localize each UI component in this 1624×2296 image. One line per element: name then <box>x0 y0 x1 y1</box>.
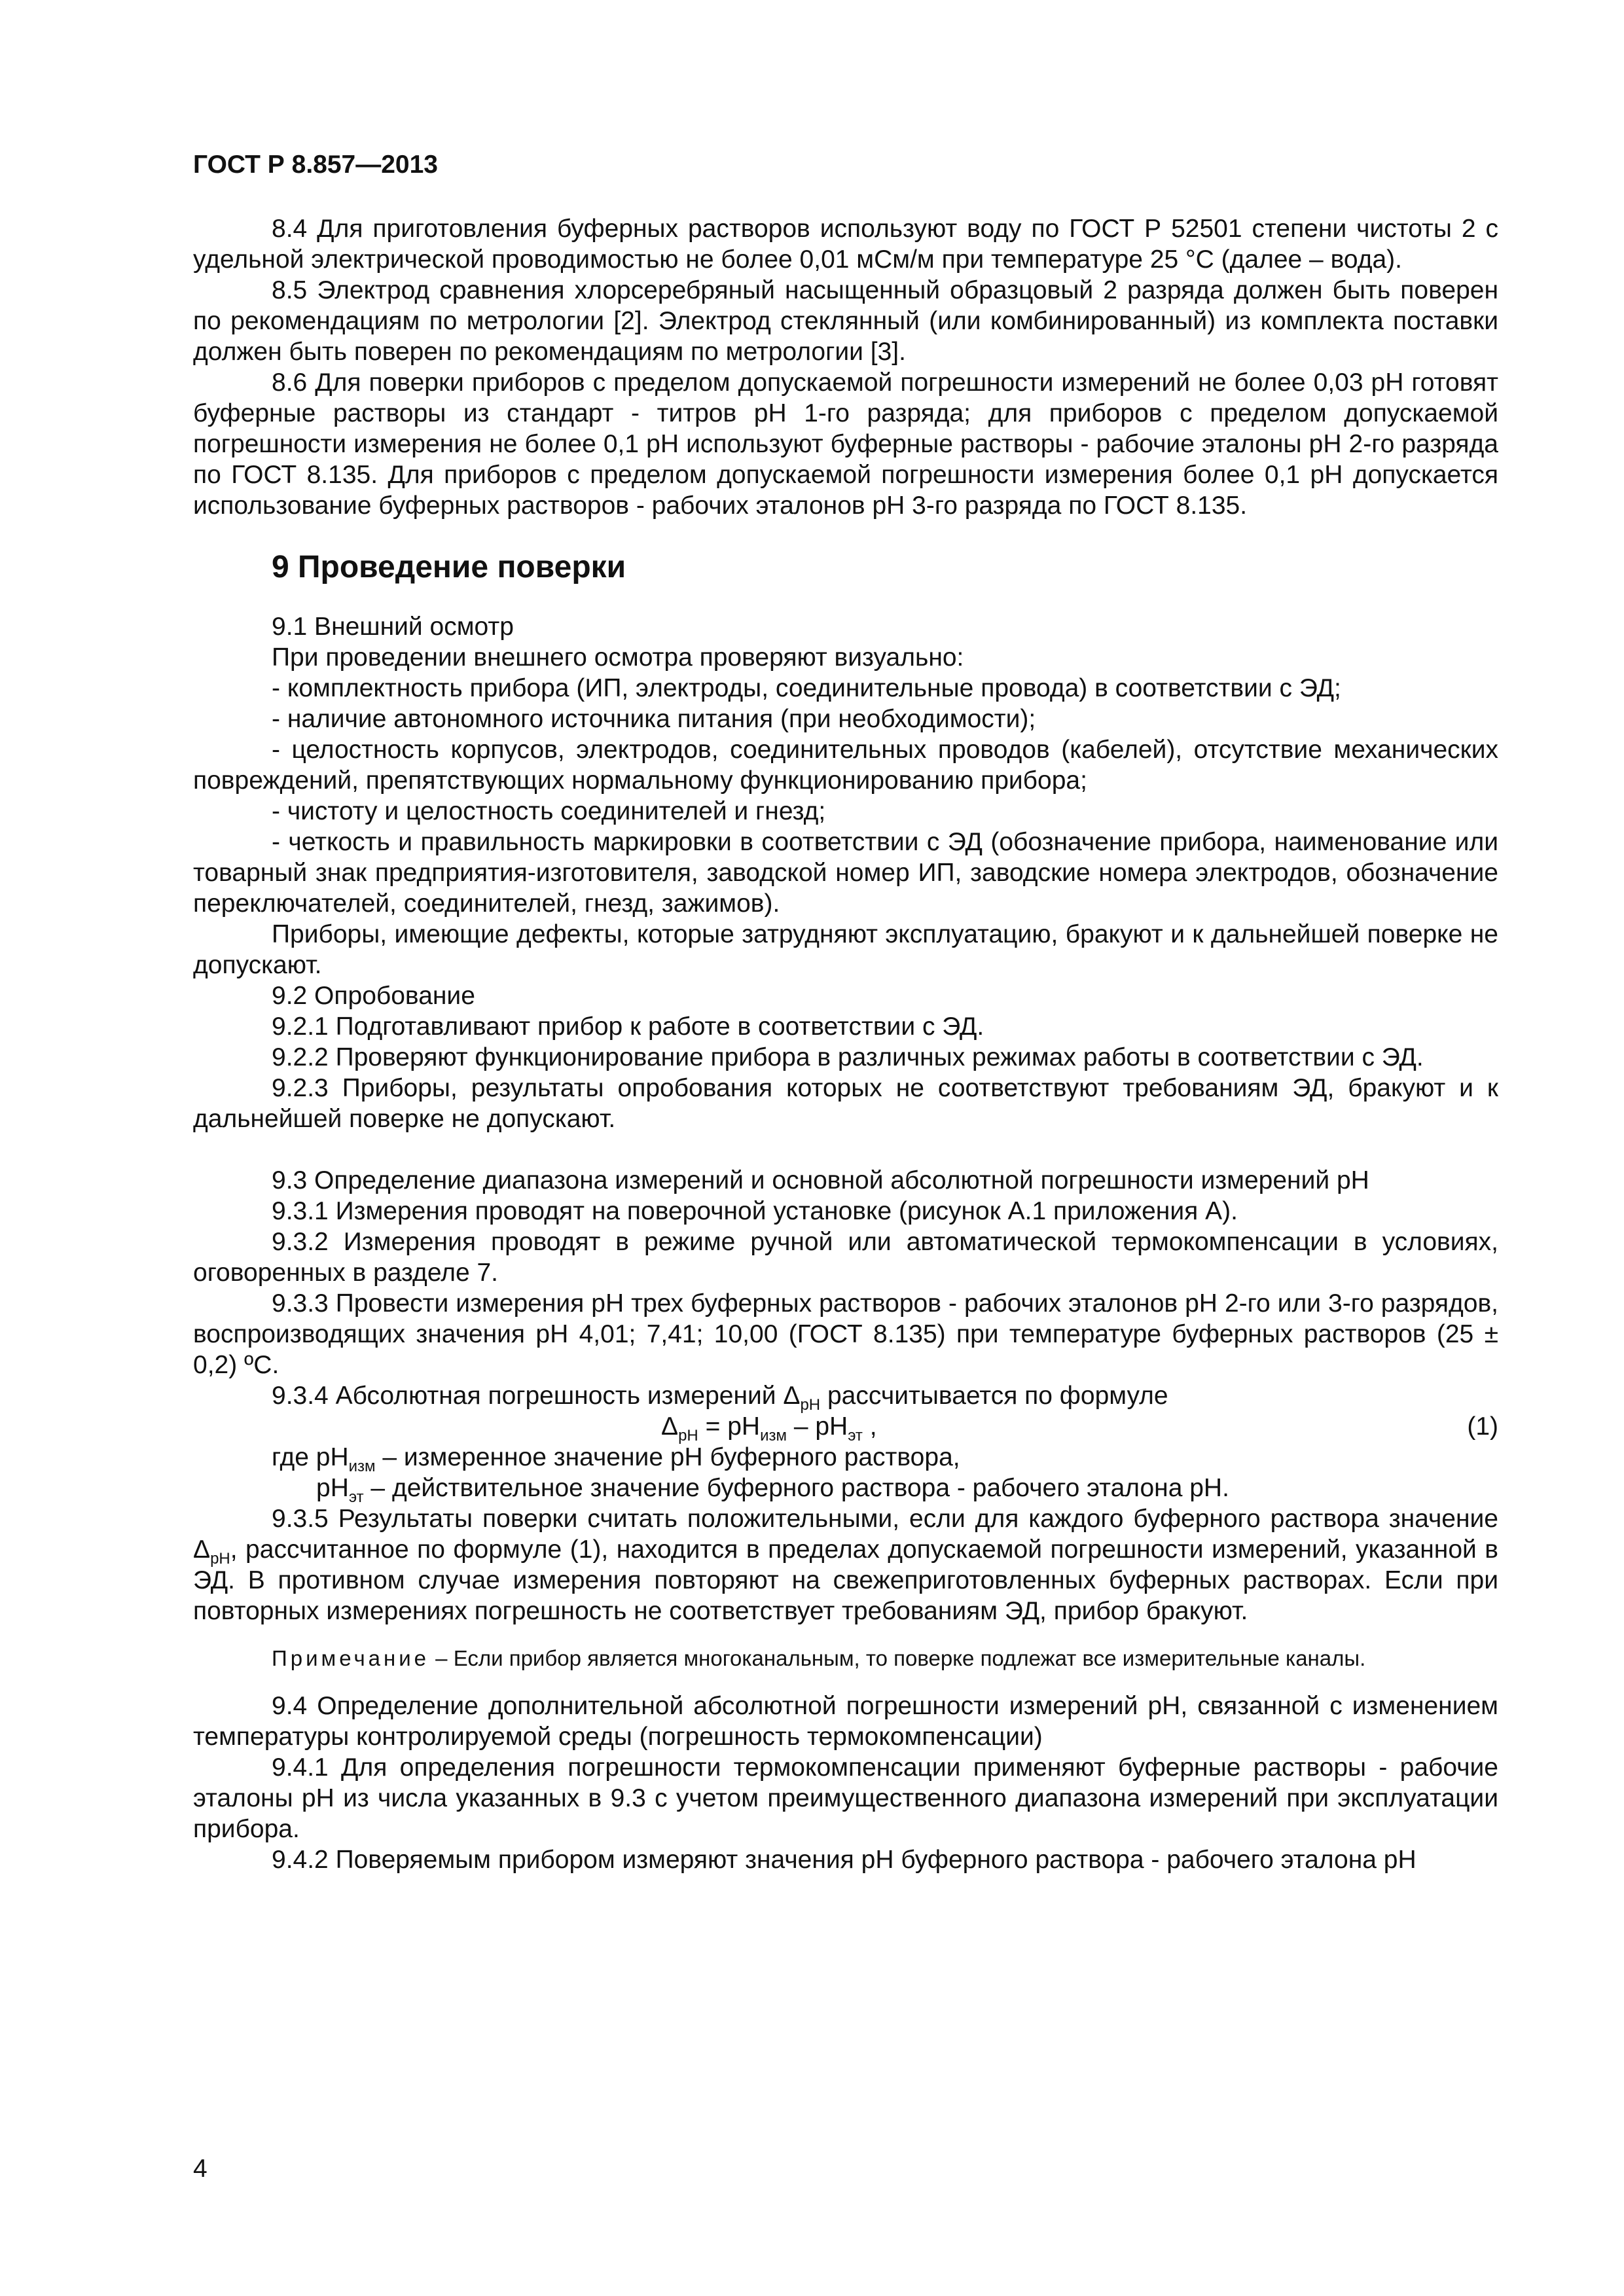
paragraph-9-2-3: 9.2.3 Приборы, результаты опробования которых не соответствуют требованиям ЭД, бракуют и к дальнейшей поверке не допускают. <box>193 1074 1498 1133</box>
note-label: Примечание <box>272 1646 430 1670</box>
note-text: – Если прибор является многоканальным, то поверке подлежат все измерительные каналы. <box>429 1646 1366 1670</box>
formula-where-line-1: где $pH_{изм}$ – измеренное значение pH буферного раствора, <box>272 1443 960 1475</box>
paragraph-8-6: 8.6 Для поверки приборов с пределом допускаемой погрешности измерений не более 0,03 pH готовят буферные растворы из стандарт - титров pH 1-го разряда; для приборов с пределом допускаемой погрешности измерения не более 0,1 pH используют буферные растворы - рабочие эталоны pH 2-го разряда по ГОСТ 8.135. Для приборов с пределом допускаемой погрешности измерения более 0,1 pH допускается использование буферных растворов - рабочих эталонов pH 3-го разряда по ГОСТ 8.135. <box>193 368 1498 520</box>
paragraph-9-4: 9.4 Определение дополнительной абсолютной погрешности измерений pH, связанной с изменением температуры контролируемой среды (погрешность термокомпенсации) <box>193 1692 1498 1751</box>
list-item: - четкость и правильность маркировки в соответствии с ЭД (обозначение прибора, наименование или товарный знак предприятия-изготовителя, заводской номер ИП, заводские номера электродов, обозначение переключателей, соединителей, гнезд, зажимов). <box>193 828 1498 918</box>
paragraph-9-3-5: 9.3.5 Результаты поверки считать положительными, если для каждого буферного раствора значение $\Delta_{pH}$, рассчитанное по формуле (1), находится в пределах допускаемой погрешности измерений, указанной в ЭД. В противном случае измерения повторяют на свежеприготовленных буферных растворах. Если при повторных измерениях погрешность не соответствует требованиям ЭД, прибор бракуют. <box>193 1505 1498 1625</box>
paragraph-9-3-3: 9.3.3 Провести измерения pH трех буферных растворов - рабочих эталонов pH 2-го или 3-го разрядов, воспроизводящих значения pH 4,01; 7,41; 10,00 (ГОСТ 8.135) при температуре буферных растворов (25 ± 0,2) ºС. <box>193 1289 1498 1379</box>
spacer <box>193 1672 1498 1691</box>
paragraph-8-4: 8.4 Для приготовления буферных растворов используют воду по ГОСТ Р 52501 степени чистоты 2 с удельной электрической проводимостью не более 0,01 мСм/м при температуре 25 °С (далее – вода). <box>193 215 1498 274</box>
document-header: ГОСТ Р 8.857—2013 <box>193 151 438 179</box>
list-item: - наличие автономного источника питания (при необходимости); <box>272 705 1036 733</box>
list-item: - целостность корпусов, электродов, соединительных проводов (кабелей), отсутствие механических повреждений, препятствующих нормальному функционированию прибора; <box>193 736 1498 795</box>
paragraph-9-3-4: 9.3.4 Абсолютная погрешность измерений $\Delta_{pH}$ рассчитывается по формуле <box>272 1382 1168 1414</box>
formula-expression: $\Delta_{pH} = pH_{изм} - pH_{эт}$ , <box>661 1412 877 1444</box>
paragraph-8-5: 8.5 Электрод сравнения хлорсеребряный насыщенный образцовый 2 разряда должен быть поверен по рекомендациям по метрологии [2]. Электрод стеклянный (или комбинированный) из комплекта поставки должен быть поверен по рекомендациям по метрологии [3]. <box>193 276 1498 366</box>
list-item: - комплектность прибора (ИП, электроды, соединительные провода) в соответствии с ЭД; <box>272 674 1341 702</box>
paragraph-9-4-1: 9.4.1 Для определения погрешности термокомпенсации применяют буферные растворы - рабочие эталоны pH из числа указанных в 9.3 с учетом преимущественного диапазона измерений при эксплуатации прибора. <box>193 1753 1498 1843</box>
paragraph-9-2: 9.2 Опробование <box>272 982 475 1010</box>
list-item: - чистоту и целостность соединителей и гнезд; <box>272 797 826 825</box>
paragraph-9-1: 9.1 Внешний осмотр <box>272 613 514 641</box>
paragraph-9-3: 9.3 Определение диапазона измерений и основной абсолютной погрешности измерений pH <box>272 1166 1369 1194</box>
page-number: 4 <box>193 2155 208 2183</box>
paragraph-9-3-2: 9.3.2 Измерения проводят в режиме ручной или автоматической термокомпенсации в условиях, оговоренных в разделе 7. <box>193 1228 1498 1287</box>
formula-1 <box>193 1411 1498 1442</box>
formula-where-line-2: $pH_{эт}$ – действительное значение буферного раствора - рабочего эталона pH. <box>316 1474 1229 1506</box>
spacer <box>193 1626 1498 1645</box>
paragraph-9-4-2: 9.4.2 Поверяемым прибором измеряют значения pH буферного раствора - рабочего эталона pH <box>272 1846 1416 1874</box>
section-title: 9 Проведение поверки <box>272 550 626 584</box>
formula-number: (1) <box>1467 1412 1498 1441</box>
paragraph-9-1-intro: При проведении внешнего осмотра проверяют визуально: <box>272 643 964 672</box>
paragraph-9-3-1: 9.3.1 Измерения проводят на поверочной установке (рисунок А.1 приложения А). <box>272 1197 1238 1225</box>
paragraph-9-1-end: Приборы, имеющие дефекты, которые затрудняют эксплуатацию, бракуют и к дальнейшей поверке не допускают. <box>193 920 1498 979</box>
document-body <box>193 213 1498 1875</box>
paragraph-9-2-2: 9.2.2 Проверяют функционирование прибора в различных режимах работы в соответствии с ЭД. <box>272 1043 1424 1071</box>
paragraph-9-2-1: 9.2.1 Подготавливают прибор к работе в соответствии с ЭД. <box>272 1013 984 1041</box>
spacer <box>193 1134 1498 1165</box>
note <box>193 1645 1498 1672</box>
